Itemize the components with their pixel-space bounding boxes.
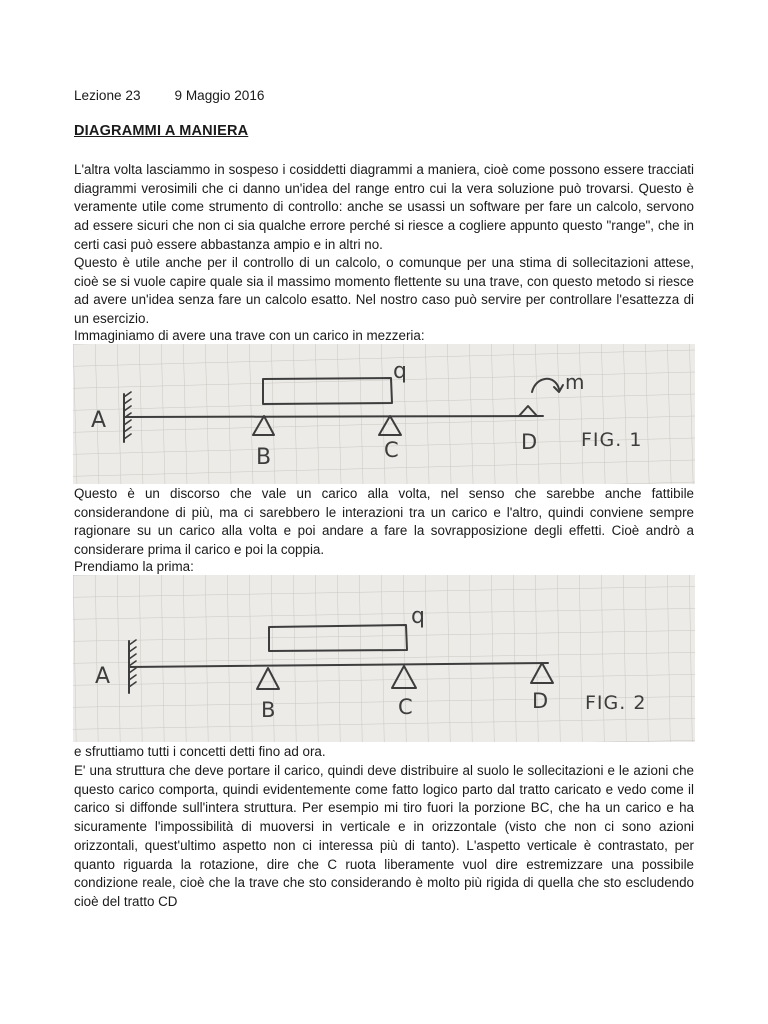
label-d: D (521, 430, 538, 454)
label-m: m (565, 370, 585, 394)
figure-1-caption: FIG. 1 (581, 429, 643, 451)
label-a: A (91, 408, 107, 433)
paragraph-one-load: Questo è un discorso che vale un carico alla volta, nel senso che sarebbe anche fattibile considerandone di più, ma ci sarebbero le interazioni tra un carico e l'altro, quindi conviene sempre ragionare su un carico alla volta e poi andare a fare la sovrapposizione degli effetti. Cioè andrò a considerare prima il carico e poi la coppia. (74, 486, 694, 558)
label-d: D (532, 689, 549, 713)
lesson-header (74, 88, 264, 103)
label-c: C (384, 438, 399, 462)
paragraph-utility: Questo è utile anche per il controllo di un calcolo, o comunque per una stima di sollecitazioni attese, cioè se si vuole capire quale sia il massimo momento flettente su una trave, con questo metodo si riesce ad avere un'idea senza fare un calcolo esatto. Nel nostro caso può servire per controllare l'esattezza di un esercizio. (74, 255, 694, 327)
paragraph-first: Prendiamo la prima: (74, 559, 194, 574)
label-a: A (95, 664, 111, 689)
paragraph-imagine: Immaginiamo di avere una trave con un carico in mezzeria: (74, 328, 425, 343)
lesson-number: Lezione 23 (74, 88, 141, 103)
label-c: C (398, 695, 413, 719)
paragraph-structure: E' una struttura che deve portare il carico, quindi deve distribuire al suolo le sollecitazioni e le azioni che questo carico comporta, quindi evidentemente come fatto logico parto dal tratto caricato e vedo come il carico si diffonde sull'intera struttura. Per esempio mi tiro fuori la porzione BC, che ha un carico e ha sicuramente l'impossibilità di muoversi in verticale e in orizzontale (visto che non ci sono azioni orizzontali, quest'ultimo aspetto non ci interessa più di tanto). L'aspetto verticale è contrastato, per quanto riguarda la rotazione, dire che C ruota liberamente vuol dire estremizzare una possibile condizione reale, cioè che la trave che sto considerando è molto più rigida di quella che sto escludendo cioè del tratto CD (74, 763, 694, 909)
paragraph-intro: L'altra volta lasciammo in sospeso i cosiddetti diagrammi a maniera, cioè come possono essere tracciati diagrammi verosimili che ci danno un'idea del range entro cui la vera soluzione può trovarsi. Questo è veramente utile come strumento di controllo: anche se usassi un software per fare un calcolo, servono ad essere sicuri che non ci sia qualche errore perché si riesce a cogliere appunto questo "range", che in certi casi può essere abbastanza ampio e in altri no. (74, 162, 694, 252)
beam (124, 416, 543, 417)
grid-paper (73, 575, 695, 742)
figure-2-caption: FIG. 2 (585, 692, 647, 714)
figure-2 (73, 575, 695, 742)
paragraph-exploit: e sfruttiamo tutti i concetti detti fino ad ora. (74, 744, 326, 759)
lesson-date: 9 Maggio 2016 (174, 88, 265, 103)
figure-1-sketch (73, 344, 695, 484)
label-b: B (256, 445, 272, 470)
label-q: q (393, 359, 407, 384)
figure-2-sketch (73, 575, 695, 742)
page-title: DIAGRAMMI A MANIERA (74, 123, 249, 139)
grid-paper (73, 344, 695, 484)
label-b: B (261, 698, 276, 722)
figure-1 (73, 344, 695, 484)
label-q: q (411, 604, 425, 629)
